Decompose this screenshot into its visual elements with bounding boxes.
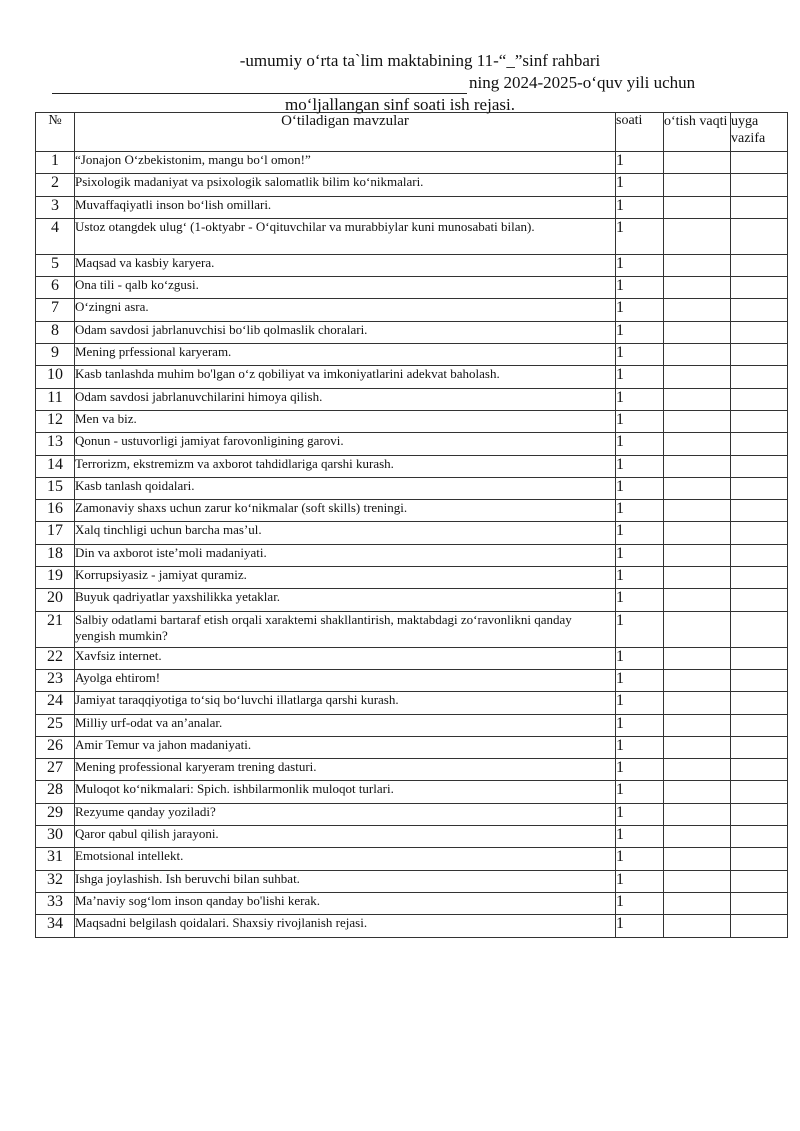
table-row — [36, 522, 788, 544]
row-hours: 1 — [616, 254, 664, 276]
row-number: 19 — [36, 567, 75, 589]
table-row — [36, 781, 788, 803]
row-homework — [731, 669, 788, 691]
row-topic: Din va axborot iste’moli madaniyati. — [75, 544, 616, 566]
row-time — [664, 196, 731, 218]
row-homework — [731, 736, 788, 758]
row-number: 8 — [36, 321, 75, 343]
lesson-plan-table — [35, 112, 788, 938]
column-header-homework: uyga vazifa — [731, 113, 788, 152]
row-topic: Ma’naviy sog‘lom inson qanday bo'lishi kerak. — [75, 892, 616, 914]
row-time — [664, 321, 731, 343]
column-header-hours: soati — [616, 113, 664, 152]
row-number: 34 — [36, 915, 75, 937]
row-hours: 1 — [616, 759, 664, 781]
table-row — [36, 277, 788, 299]
row-time — [664, 870, 731, 892]
row-homework — [731, 500, 788, 522]
row-hours: 1 — [616, 826, 664, 848]
row-homework — [731, 915, 788, 937]
row-homework — [731, 455, 788, 477]
row-time — [664, 647, 731, 669]
row-time — [664, 611, 731, 647]
row-hours: 1 — [616, 218, 664, 254]
row-number: 5 — [36, 254, 75, 276]
row-time — [664, 366, 731, 388]
row-time — [664, 692, 731, 714]
row-homework — [731, 589, 788, 611]
row-number: 1 — [36, 152, 75, 174]
row-topic: Mening professional karyeram trening dasturi. — [75, 759, 616, 781]
row-number: 31 — [36, 848, 75, 870]
row-hours: 1 — [616, 433, 664, 455]
row-time — [664, 892, 731, 914]
row-topic: Ishga joylashish. Ish beruvchi bilan suhbat. — [75, 870, 616, 892]
row-time — [664, 174, 731, 196]
row-number: 21 — [36, 611, 75, 647]
row-number: 18 — [36, 544, 75, 566]
row-topic: Muvaffaqiyatli inson bo‘lish omillari. — [75, 196, 616, 218]
table-header-row — [36, 113, 788, 152]
row-hours: 1 — [616, 848, 664, 870]
table-row — [36, 589, 788, 611]
row-time — [664, 299, 731, 321]
row-hours: 1 — [616, 781, 664, 803]
row-hours: 1 — [616, 321, 664, 343]
row-hours: 1 — [616, 915, 664, 937]
row-time — [664, 522, 731, 544]
table-row — [36, 669, 788, 691]
table-row — [36, 736, 788, 758]
table-row — [36, 826, 788, 848]
row-number: 29 — [36, 803, 75, 825]
row-number: 4 — [36, 218, 75, 254]
row-hours: 1 — [616, 477, 664, 499]
row-hours: 1 — [616, 870, 664, 892]
row-time — [664, 152, 731, 174]
column-header-number: № — [36, 113, 75, 152]
row-homework — [731, 781, 788, 803]
row-hours: 1 — [616, 152, 664, 174]
table-row — [36, 218, 788, 254]
row-topic: Ayolga ehtirom! — [75, 669, 616, 691]
row-hours: 1 — [616, 589, 664, 611]
row-topic: Men va biz. — [75, 410, 616, 432]
row-homework — [731, 321, 788, 343]
row-homework — [731, 848, 788, 870]
row-homework — [731, 647, 788, 669]
row-hours: 1 — [616, 522, 664, 544]
row-hours: 1 — [616, 892, 664, 914]
row-homework — [731, 218, 788, 254]
table-row — [36, 410, 788, 432]
row-homework — [731, 892, 788, 914]
table-row — [36, 544, 788, 566]
row-hours: 1 — [616, 388, 664, 410]
row-number: 20 — [36, 589, 75, 611]
table-row — [36, 759, 788, 781]
table-row — [36, 321, 788, 343]
row-number: 3 — [36, 196, 75, 218]
table-row — [36, 455, 788, 477]
teacher-name-blank — [52, 77, 467, 94]
row-hours: 1 — [616, 692, 664, 714]
row-homework — [731, 611, 788, 647]
row-time — [664, 344, 731, 366]
row-homework — [731, 692, 788, 714]
table-row — [36, 803, 788, 825]
table-row — [36, 915, 788, 937]
row-topic: Salbiy odatlami bartaraf etish orqali xaraktemi shakllantirish, maktabdagi zo‘ravonlikni qanday yengish mumkin? — [75, 611, 616, 647]
row-topic: Zamonaviy shaxs uchun zarur ko‘nikmalar (soft skills) treningi. — [75, 500, 616, 522]
table-row — [36, 299, 788, 321]
row-homework — [731, 196, 788, 218]
row-homework — [731, 277, 788, 299]
header-line-3: mo‘ljallangan sinf soati ish rejasi. — [285, 95, 515, 114]
row-time — [664, 388, 731, 410]
row-number: 6 — [36, 277, 75, 299]
row-time — [664, 567, 731, 589]
row-topic: “Jonajon O‘zbekistonim, mangu bo‘l omon!” — [75, 152, 616, 174]
table-row — [36, 647, 788, 669]
row-time — [664, 848, 731, 870]
row-time — [664, 218, 731, 254]
row-time — [664, 915, 731, 937]
table-row — [36, 714, 788, 736]
row-hours: 1 — [616, 669, 664, 691]
table-row — [36, 174, 788, 196]
table-row — [36, 567, 788, 589]
row-topic: Terrorizm, ekstremizm va axborot tahdidlariga qarshi kurash. — [75, 455, 616, 477]
row-hours: 1 — [616, 277, 664, 299]
row-number: 32 — [36, 870, 75, 892]
document-header — [40, 50, 780, 116]
row-number: 25 — [36, 714, 75, 736]
row-time — [664, 500, 731, 522]
row-homework — [731, 174, 788, 196]
row-topic: Odam savdosi jabrlanuvchisi bo‘lib qolmaslik choralari. — [75, 321, 616, 343]
header-line-2-text: ning 2024-2025-o‘quv yili uchun — [469, 73, 696, 92]
row-number: 23 — [36, 669, 75, 691]
row-homework — [731, 826, 788, 848]
column-header-time: o‘tish vaqti — [664, 113, 731, 152]
table-row — [36, 388, 788, 410]
row-time — [664, 254, 731, 276]
table-body — [36, 152, 788, 938]
table-row — [36, 500, 788, 522]
table-row — [36, 611, 788, 647]
row-time — [664, 589, 731, 611]
table-row — [36, 870, 788, 892]
row-time — [664, 669, 731, 691]
row-topic: Buyuk qadriyatlar yaxshilikka yetaklar. — [75, 589, 616, 611]
row-homework — [731, 870, 788, 892]
row-number: 9 — [36, 344, 75, 366]
row-number: 13 — [36, 433, 75, 455]
row-hours: 1 — [616, 299, 664, 321]
row-hours: 1 — [616, 366, 664, 388]
row-time — [664, 781, 731, 803]
row-topic: Maqsad va kasbiy karyera. — [75, 254, 616, 276]
row-homework — [731, 344, 788, 366]
row-homework — [731, 522, 788, 544]
row-homework — [731, 299, 788, 321]
table-row — [36, 433, 788, 455]
row-homework — [731, 544, 788, 566]
row-topic: O‘zingni asra. — [75, 299, 616, 321]
row-time — [664, 803, 731, 825]
row-topic: Ustoz otangdek ulug‘ (1-oktyabr - O‘qituvchilar va murabbiylar kuni munosabati bilan). — [75, 218, 616, 254]
row-hours: 1 — [616, 714, 664, 736]
table-row — [36, 892, 788, 914]
row-hours: 1 — [616, 647, 664, 669]
row-number: 16 — [36, 500, 75, 522]
column-header-topic: O‘tiladigan mavzular — [75, 113, 616, 152]
row-number: 24 — [36, 692, 75, 714]
row-topic: Rezyume qanday yoziladi? — [75, 803, 616, 825]
row-homework — [731, 477, 788, 499]
header-line-1: -umumiy o‘rta ta`lim maktabining 11-“_”sinf rahbari — [239, 51, 601, 70]
table-row — [36, 152, 788, 174]
row-topic: Jamiyat taraqqiyotiga to‘siq bo‘luvchi illatlarga qarshi kurash. — [75, 692, 616, 714]
row-homework — [731, 410, 788, 432]
table-row — [36, 366, 788, 388]
table-row — [36, 196, 788, 218]
table-row — [36, 254, 788, 276]
row-hours: 1 — [616, 344, 664, 366]
row-homework — [731, 759, 788, 781]
row-time — [664, 477, 731, 499]
table-row — [36, 692, 788, 714]
row-number: 27 — [36, 759, 75, 781]
row-topic: Amir Temur va jahon madaniyati. — [75, 736, 616, 758]
row-number: 15 — [36, 477, 75, 499]
row-time — [664, 826, 731, 848]
row-homework — [731, 254, 788, 276]
row-hours: 1 — [616, 736, 664, 758]
table-row — [36, 344, 788, 366]
row-topic: Korrupsiyasiz - jamiyat quramiz. — [75, 567, 616, 589]
row-homework — [731, 152, 788, 174]
row-topic: Muloqot ko‘nikmalari: Spich. ishbilarmonlik muloqot turlari. — [75, 781, 616, 803]
row-number: 12 — [36, 410, 75, 432]
row-time — [664, 433, 731, 455]
row-topic: Milliy urf-odat va an’analar. — [75, 714, 616, 736]
row-hours: 1 — [616, 567, 664, 589]
row-number: 33 — [36, 892, 75, 914]
row-topic: Odam savdosi jabrlanuvchilarini himoya qilish. — [75, 388, 616, 410]
row-topic: Ona tili - qalb ko‘zgusi. — [75, 277, 616, 299]
row-number: 10 — [36, 366, 75, 388]
row-hours: 1 — [616, 410, 664, 432]
row-topic: Emotsional intellekt. — [75, 848, 616, 870]
row-number: 22 — [36, 647, 75, 669]
row-time — [664, 455, 731, 477]
row-hours: 1 — [616, 196, 664, 218]
row-homework — [731, 366, 788, 388]
header-line-2 — [40, 72, 780, 94]
row-time — [664, 544, 731, 566]
row-homework — [731, 433, 788, 455]
row-hours: 1 — [616, 803, 664, 825]
row-homework — [731, 714, 788, 736]
row-hours: 1 — [616, 500, 664, 522]
row-hours: 1 — [616, 455, 664, 477]
row-homework — [731, 388, 788, 410]
row-number: 26 — [36, 736, 75, 758]
row-topic: Maqsadni belgilash qoidalari. Shaxsiy rivojlanish rejasi. — [75, 915, 616, 937]
row-homework — [731, 567, 788, 589]
row-topic: Mening prfessional karyeram. — [75, 344, 616, 366]
row-topic: Qonun - ustuvorligi jamiyat farovonligining garovi. — [75, 433, 616, 455]
row-time — [664, 714, 731, 736]
row-number: 17 — [36, 522, 75, 544]
row-time — [664, 736, 731, 758]
row-hours: 1 — [616, 544, 664, 566]
row-number: 7 — [36, 299, 75, 321]
row-topic: Qaror qabul qilish jarayoni. — [75, 826, 616, 848]
row-number: 11 — [36, 388, 75, 410]
row-time — [664, 410, 731, 432]
row-homework — [731, 803, 788, 825]
row-hours: 1 — [616, 611, 664, 647]
row-topic: Psixologik madaniyat va psixologik salomatlik bilim ko‘nikmalari. — [75, 174, 616, 196]
row-number: 14 — [36, 455, 75, 477]
row-topic: Kasb tanlash qoidalari. — [75, 477, 616, 499]
row-time — [664, 759, 731, 781]
row-number: 2 — [36, 174, 75, 196]
table-row — [36, 477, 788, 499]
table-row — [36, 848, 788, 870]
row-topic: Xavfsiz internet. — [75, 647, 616, 669]
row-number: 30 — [36, 826, 75, 848]
row-number: 28 — [36, 781, 75, 803]
row-topic: Kasb tanlashda muhim bo'lgan o‘z qobiliyat va imkoniyatlarini adekvat baholash. — [75, 366, 616, 388]
row-time — [664, 277, 731, 299]
row-hours: 1 — [616, 174, 664, 196]
row-topic: Xalq tinchligi uchun barcha mas’ul. — [75, 522, 616, 544]
